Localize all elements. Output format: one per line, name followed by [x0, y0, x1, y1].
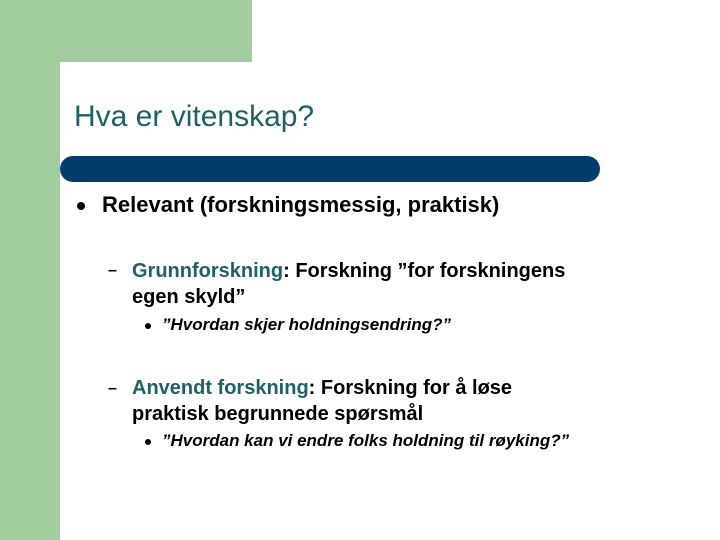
- dash-bullet-icon: –: [108, 262, 117, 279]
- title-underline-bar: [60, 156, 600, 182]
- bullet-dot-icon: [145, 439, 151, 445]
- bullet-level3-example: ”Hvordan skjer holdningsendring?”: [162, 315, 452, 334]
- bullet-level2-grunnforskning: [132, 258, 672, 310]
- bullet-dot-icon: [77, 202, 85, 210]
- term-grunnforskning: Grunnforskning: [132, 260, 284, 282]
- bullet-level1-text: Relevant (forskningsmessig, praktisk): [102, 192, 500, 217]
- definition-line2: egen skyld”: [132, 286, 246, 308]
- definition-line2: praktisk begrunnede spørsmål: [132, 403, 424, 425]
- decorative-green-left-strip: [0, 0, 60, 540]
- definition-line1: : Forskning for å løse: [308, 377, 513, 399]
- term-anvendt-forskning: Anvendt forskning: [132, 377, 309, 399]
- definition-line1: : Forskning ”for forskningens: [283, 260, 566, 282]
- bullet-level3-example: ”Hvordan kan vi endre folks holdning til røyking?”: [162, 431, 570, 450]
- bullet-dot-icon: [145, 323, 151, 329]
- slide-title: Hva er vitenskap?: [74, 100, 315, 133]
- bullet-level2-anvendt-forskning: [132, 375, 672, 427]
- dash-bullet-icon: –: [108, 380, 117, 397]
